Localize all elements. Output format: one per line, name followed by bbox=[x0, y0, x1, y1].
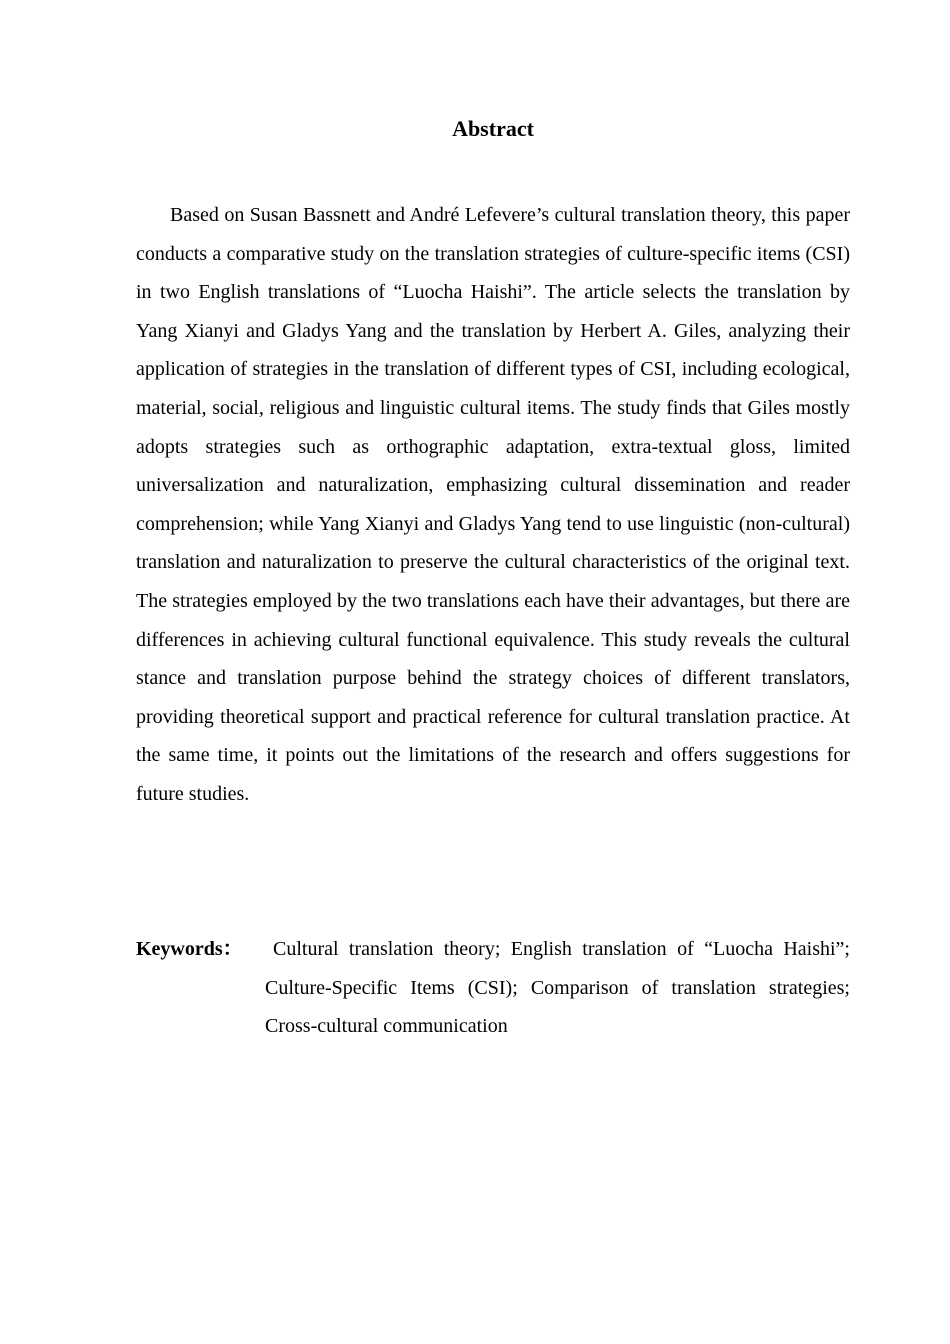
abstract-title: Abstract bbox=[452, 116, 534, 141]
keywords-block bbox=[136, 930, 850, 1046]
keywords-label: Keywords： bbox=[136, 938, 243, 960]
abstract-paragraph: Based on Susan Bassnett and André Lefevere’s cultural translation theory, this paper conducts a comparative study on the translation strategies of culture-specific items (CSI) in two English translations of “Luocha Haishi”. The article selects the translation by Yang Xianyi and Gladys Yang and the translation by Herbert A. Giles, analyzing their application of strategies in the translation of different types of CSI, including ecological, material, social, religious and linguistic cultural items. The study finds that Giles mostly adopts strategies such as orthographic adaptation, extra-textual gloss, limited universalization and naturalization, emphasizing cultural dissemination and reader comprehension; while Yang Xianyi and Gladys Yang tend to use linguistic (non-cultural) translation and naturalization to preserve the cultural characteristics of the original text. The strategies employed by the two translations each have their advantages, but there are differences in achieving cultural functional equivalence. This study reveals the cultural stance and translation purpose behind the strategy choices of different translators, providing theoretical support and practical reference for cultural translation practice. At the same time, it points out the limitations of the research and offers suggestions for future studies. bbox=[136, 204, 850, 805]
keywords-list: Cultural translation theory; English translation of “Luocha Haishi”; Culture-Specific Items (CSI); Comparison of translation strategies; Cross-cultural communication bbox=[265, 938, 850, 1038]
